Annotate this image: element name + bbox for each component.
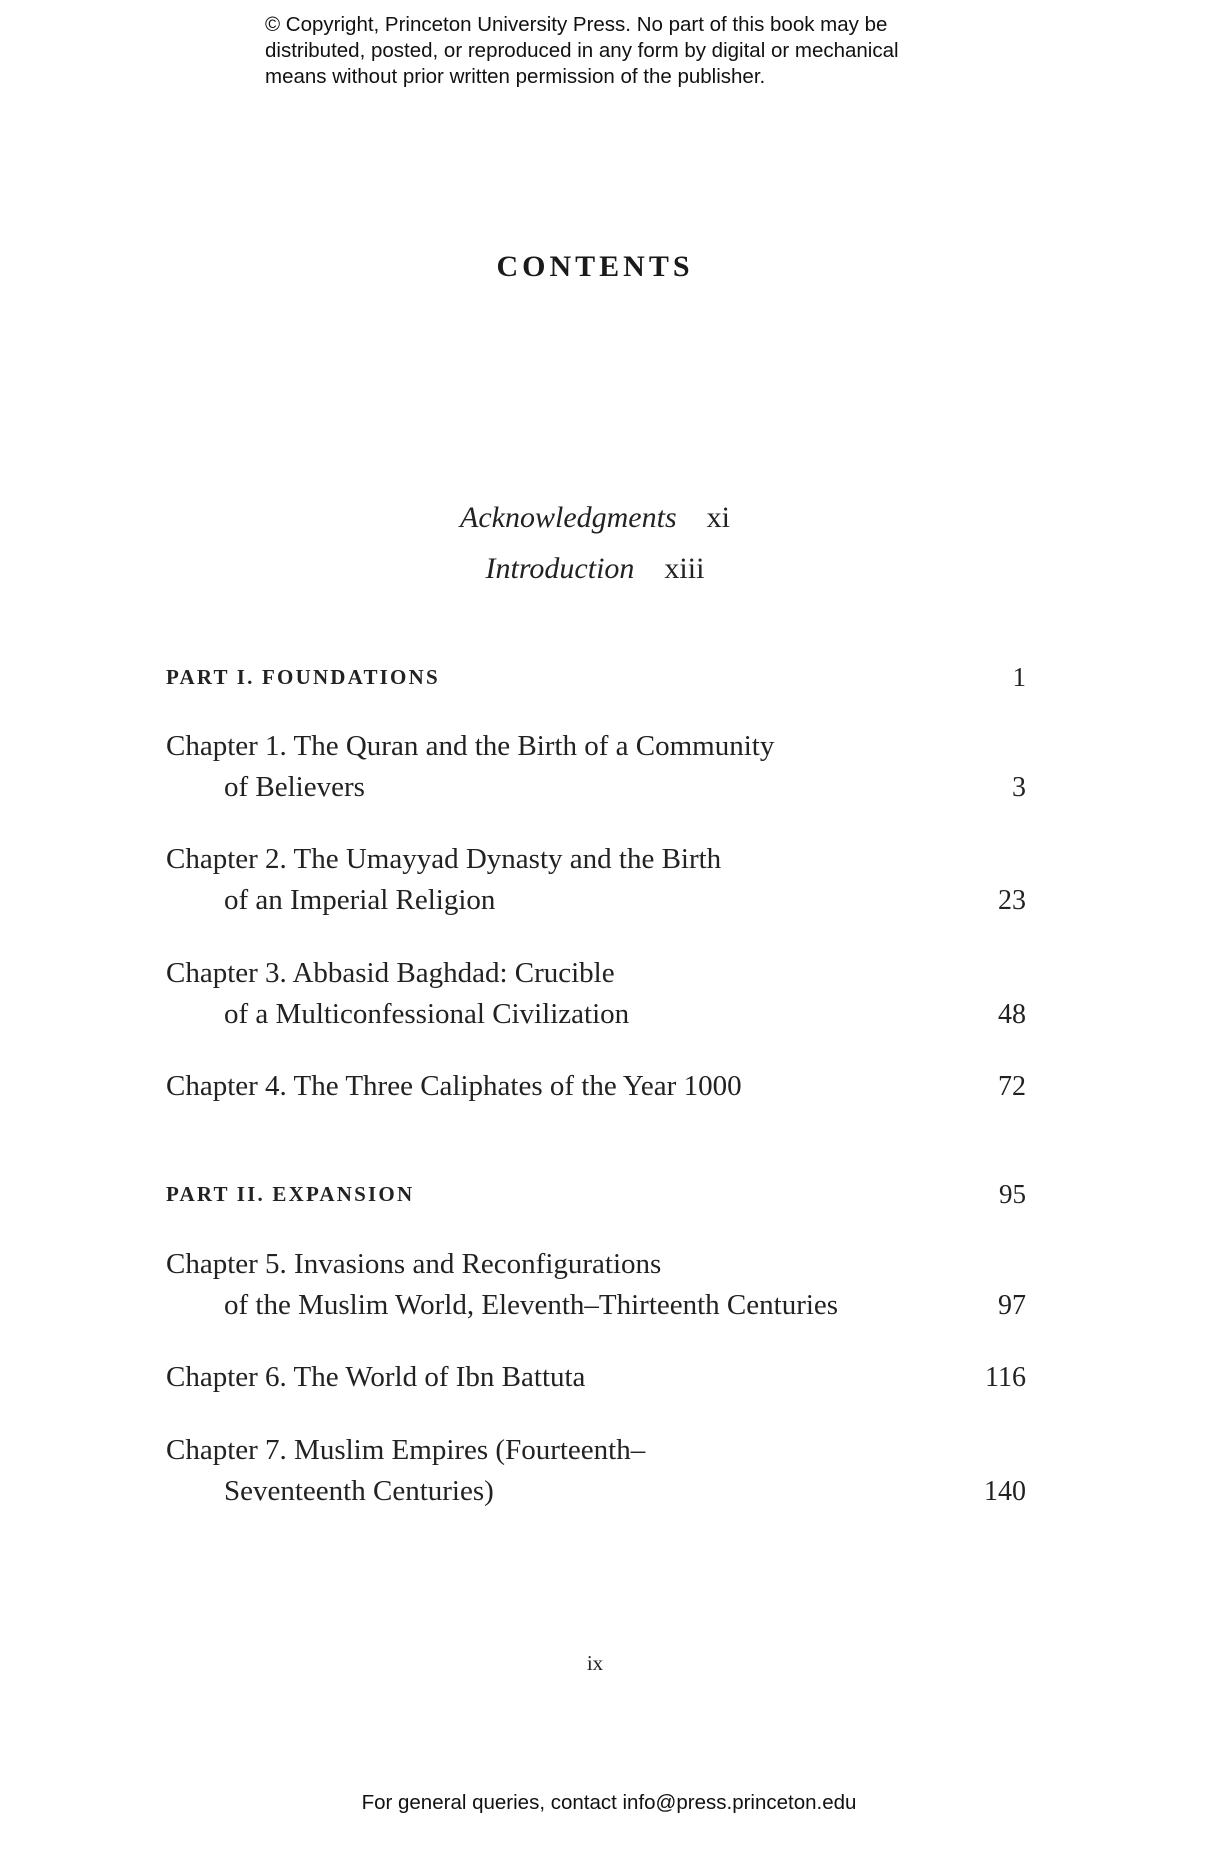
chapter-title-continuation: of Believers [224,771,365,803]
chapter-page: 23 [998,885,1026,916]
part-page: 95 [999,1179,1026,1209]
copyright-line: © Copyright, Princeton University Press. No part of this book may be [265,13,888,36]
chapter-title-continuation: of the Muslim World, Eleventh–Thirteenth Centuries [224,1289,839,1321]
part-page: 1 [1012,662,1026,692]
page-number: ix [586,1651,604,1675]
chapter-page: 140 [984,1476,1026,1507]
chapter-title-continuation: Seventeenth Centuries) [224,1475,494,1507]
toc-part-heading[interactable] [166,1179,1026,1209]
toc-chapter-entry[interactable] [166,1357,1026,1398]
chapter-title-continuation: of an Imperial Religion [224,884,496,916]
toc-chapter-entry[interactable] [166,1430,1026,1512]
toc-entry-label: Acknowledgments [460,501,677,534]
toc-entry-introduction[interactable] [0,552,1190,586]
toc-chapter-entry[interactable] [166,839,1026,921]
page-title: CONTENTS [496,250,694,283]
chapter-title-line: Chapter 5. Invasions and Reconfigurations [166,1248,662,1280]
chapter-page: 97 [998,1290,1026,1321]
toc-part-heading[interactable] [166,662,1026,692]
toc-chapter-entry[interactable] [166,953,1026,1035]
chapter-title-line: Chapter 7. Muslim Empires (Fourteenth– [166,1434,646,1466]
copyright-line: distributed, posted, or reproduced in any form by digital or mechanical [265,39,899,62]
chapter-title-line: Chapter 2. The Umayyad Dynasty and the Birth [166,843,722,875]
chapter-title-line: Chapter 6. The World of Ibn Battuta [166,1361,586,1393]
chapter-title-line: Chapter 3. Abbasid Baghdad: Crucible [166,957,615,989]
part-label: PART II. EXPANSION [166,1182,415,1206]
chapter-page: 3 [1012,772,1026,803]
chapter-title-line: Chapter 4. The Three Caliphates of the Year 1000 [166,1070,742,1102]
toc-entry-page: xi [706,501,730,534]
copyright-line: means without prior written permission of the publisher. [265,65,766,88]
chapter-page: 72 [998,1071,1026,1102]
toc-entry-acknowledgments[interactable] [0,501,1190,535]
toc-chapter-entry[interactable] [166,726,1026,808]
chapter-title-continuation: of a Multiconfessional Civilization [224,998,630,1030]
part-label: PART I. FOUNDATIONS [166,665,440,689]
toc-chapter-entry[interactable] [166,1066,1026,1107]
toc-entry-page: xiii [664,552,705,585]
contact-footer: For general queries, contact info@press.princeton.edu [361,1791,857,1814]
copyright-notice [265,12,1025,90]
chapter-page: 48 [998,999,1026,1030]
chapter-title-line: Chapter 1. The Quran and the Birth of a Community [166,730,775,762]
chapter-page: 116 [985,1362,1026,1393]
toc-entry-label: Introduction [485,552,635,585]
toc-chapter-entry[interactable] [166,1244,1026,1326]
